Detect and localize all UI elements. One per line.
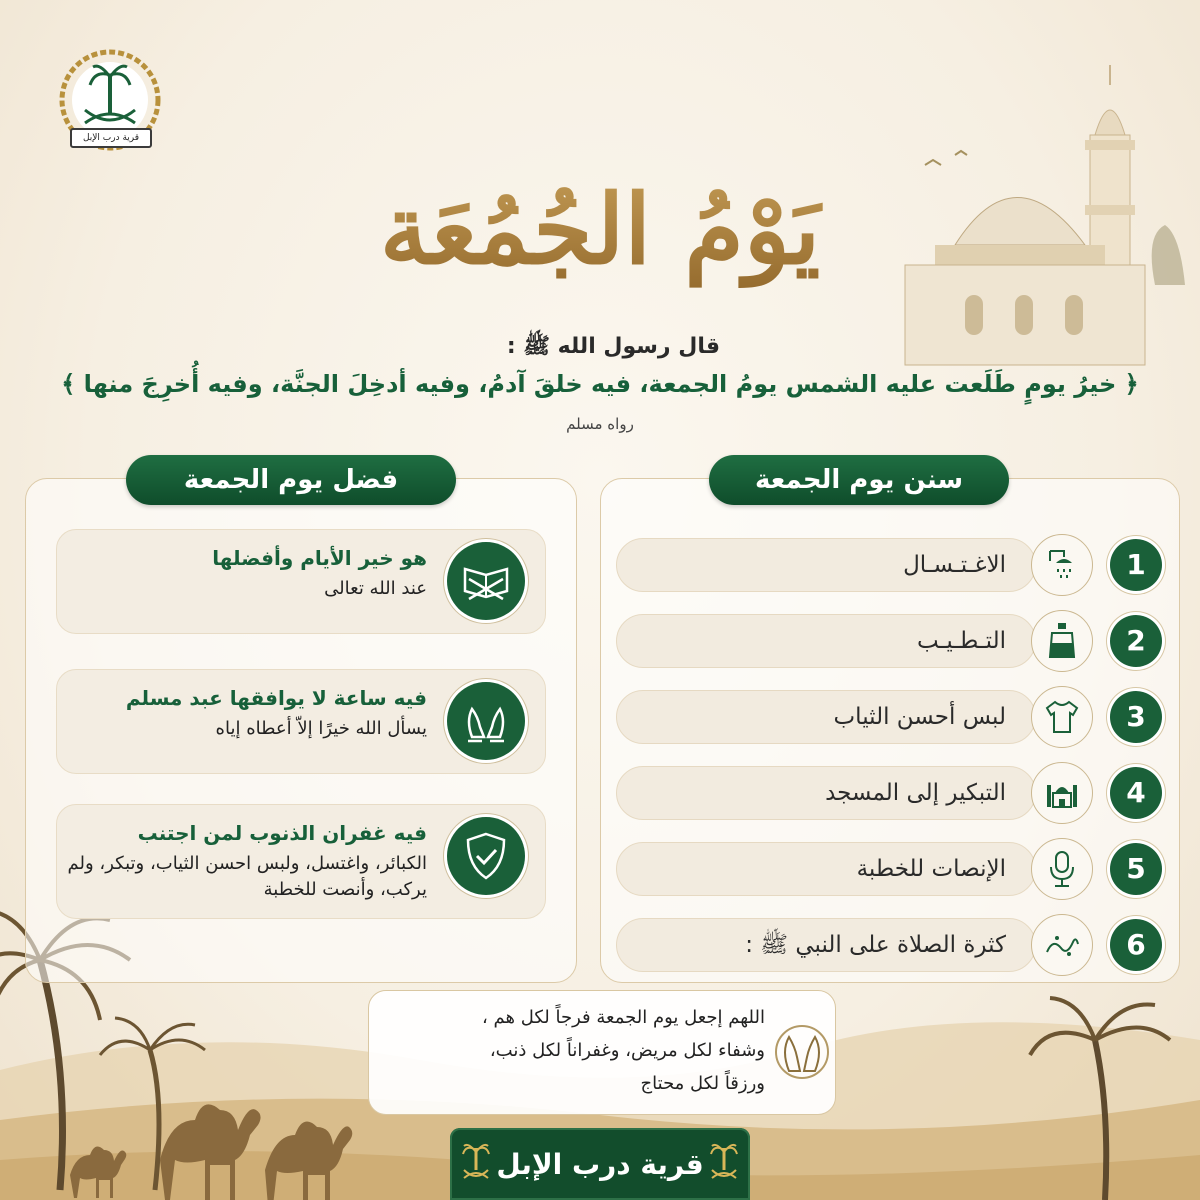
sunna-item bbox=[616, 914, 1166, 974]
dua-text bbox=[375, 1001, 765, 1100]
mosque-icon bbox=[1031, 762, 1093, 824]
microphone-icon bbox=[1031, 838, 1093, 900]
virtue-title: فيه غفران الذنوب لمن اجتنب bbox=[137, 821, 427, 845]
praying-hands-icon bbox=[447, 682, 525, 760]
sunna-item bbox=[616, 534, 1166, 594]
sunan-panel bbox=[600, 465, 1180, 983]
sunna-label: الإنصات للخطبة bbox=[856, 856, 1006, 882]
sunna-item bbox=[616, 610, 1166, 670]
virtue-desc: الكبائر، واغتسل، ولبس احسن الثياب، وتبكر، ولم يركب، وأنصت للخطبة bbox=[67, 853, 427, 900]
palm-swords-icon bbox=[708, 1142, 740, 1184]
virtue-title: هو خير الأيام وأفضلها bbox=[212, 546, 427, 570]
sunna-label: الاغـتـسـال bbox=[903, 552, 1006, 578]
footer-text: قرية درب الإبل bbox=[496, 1148, 704, 1181]
virtues-panel bbox=[25, 465, 577, 983]
sunna-item bbox=[616, 838, 1166, 898]
sunna-number: 3 bbox=[1110, 691, 1162, 743]
shield-check-icon bbox=[447, 817, 525, 895]
dua-line: ورزقاً لكل محتاج bbox=[640, 1073, 765, 1094]
open-hands-icon bbox=[775, 1013, 829, 1091]
mosque-illustration bbox=[845, 55, 1200, 375]
virtue-desc: يسأل الله خيرًا إلاّ أعطاه إياه bbox=[215, 718, 427, 739]
sunna-label: لبس أحسن الثياب bbox=[833, 704, 1006, 730]
sunan-header: سنن يوم الجمعة bbox=[709, 455, 1009, 505]
virtue-item bbox=[56, 669, 546, 774]
logo-label: قرية درب الإبل bbox=[70, 128, 152, 148]
virtue-item bbox=[56, 529, 546, 634]
quran-icon bbox=[447, 542, 525, 620]
virtue-desc: عند الله تعالى bbox=[324, 578, 427, 599]
calligraphy-icon bbox=[1031, 914, 1093, 976]
sunna-item bbox=[616, 762, 1166, 822]
sunna-number: 4 bbox=[1110, 767, 1162, 819]
dua-line: وشفاء لكل مريض، وغفراناً لكل ذنب، bbox=[489, 1040, 765, 1061]
virtue-item bbox=[56, 804, 546, 919]
sunna-number: 2 bbox=[1110, 615, 1162, 667]
perfume-bottle-icon bbox=[1031, 610, 1093, 672]
page-title: يَوْمُ الجُمُعَة bbox=[360, 150, 840, 310]
hadith-source: رواه مسلم bbox=[566, 415, 634, 433]
sunna-label: التـطـيـب bbox=[917, 628, 1006, 654]
virtue-title: فيه ساعة لا يوافقها عبد مسلم bbox=[125, 686, 427, 710]
hadith-intro: قال رسول الله ﷺ : bbox=[506, 334, 720, 359]
footer-banner bbox=[450, 1128, 750, 1200]
sunna-label: كثرة الصلاة على النبي ﷺ : bbox=[745, 932, 1006, 958]
sunna-item bbox=[616, 686, 1166, 746]
sunna-number: 1 bbox=[1110, 539, 1162, 591]
sunna-label: التبكير إلى المسجد bbox=[825, 780, 1006, 806]
sunna-number: 5 bbox=[1110, 843, 1162, 895]
palm-swords-icon bbox=[460, 1142, 492, 1184]
shower-icon bbox=[1031, 534, 1093, 596]
hadith-text: ﴿ خيرُ يومٍ طَلَعت عليه الشمس يومُ الجمعة، فيه خلقَ آدمُ، وفيه أدخِلَ الجنَّة، وفيه أُخرِجَ منها ﴾ bbox=[61, 370, 1139, 398]
virtues-header: فضل يوم الجمعة bbox=[126, 455, 456, 505]
sunna-number: 6 bbox=[1110, 919, 1162, 971]
dua-line: اللهم إجعل يوم الجمعة فرجاً لكل هم ، bbox=[482, 1007, 765, 1028]
dua-box bbox=[368, 990, 836, 1115]
shirt-icon bbox=[1031, 686, 1093, 748]
